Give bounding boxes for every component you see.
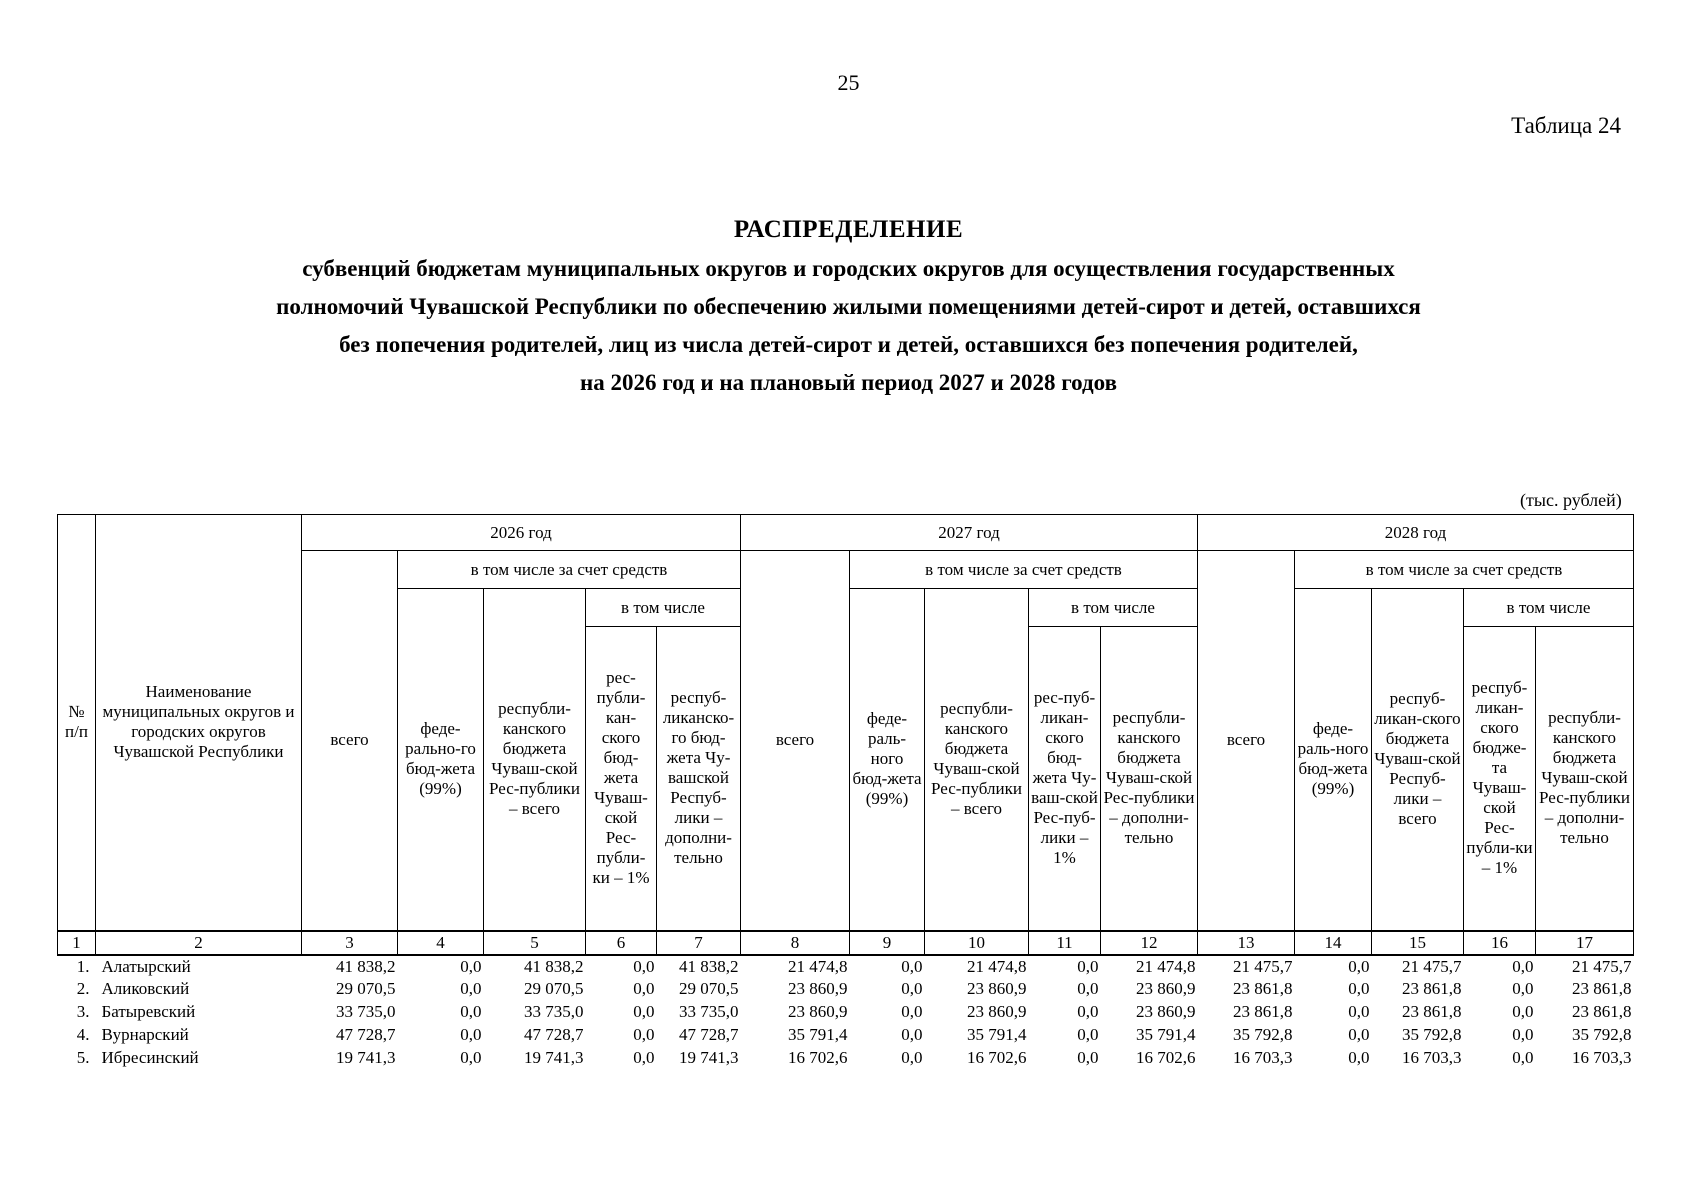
header-col-name: Наименование муниципальных округов и городских округов Чувашской Республики xyxy=(96,515,302,931)
value-cell: 21 475,7 xyxy=(1572,956,1632,976)
value-cell: 0,0 xyxy=(1348,1048,1370,1067)
value-cell: 29 070,5 xyxy=(524,979,584,998)
header-2027-republic-extra: республи-канского бюджета Чуваш-ской Рес-публики – дополни-тельно xyxy=(1101,627,1198,931)
value-cell: 0,0 xyxy=(1512,1025,1534,1044)
column-number: 11 xyxy=(1029,931,1101,955)
column-number: 15 xyxy=(1372,931,1464,955)
value-cell: 0,0 xyxy=(1512,1002,1534,1021)
value-cell: 0,0 xyxy=(1348,979,1370,998)
table-label: Таблица 24 xyxy=(1511,113,1621,138)
value-cell: 29 070,5 xyxy=(336,979,396,998)
value-cell: 23 860,9 xyxy=(967,1002,1027,1021)
header-2027-republic-1pct: рес-пуб-ликан-ского бюд-жета Чу-ваш-ской Рес-пуб-лики – 1% xyxy=(1029,627,1101,931)
value-cell: 0,0 xyxy=(460,956,482,976)
value-cell: 0,0 xyxy=(1512,979,1534,998)
value-cell: 21 475,7 xyxy=(1233,956,1293,976)
value-cell: 23 861,8 xyxy=(1572,1002,1632,1021)
value-cell: 0,0 xyxy=(1077,1048,1099,1067)
column-number: 2 xyxy=(96,931,302,955)
header-2028-republic-total: респуб-ликан-ского бюджета Чуваш-ской Респуб-лики – всего xyxy=(1372,589,1464,931)
value-cell: 41 838,2 xyxy=(524,956,584,976)
column-number: 1 xyxy=(58,931,96,955)
table-row xyxy=(58,955,1634,978)
table-header xyxy=(58,515,1634,955)
value-cell: 33 735,0 xyxy=(679,1002,739,1021)
table-row xyxy=(58,1001,1634,1024)
value-cell: 0,0 xyxy=(1077,979,1099,998)
table-body xyxy=(58,955,1634,1070)
value-cell: 0,0 xyxy=(633,979,655,998)
title-line-4: на 2026 год и на плановый период 2027 и 2028 годов xyxy=(580,370,1117,395)
value-cell: 23 860,9 xyxy=(1136,979,1196,998)
document-title xyxy=(0,210,1697,402)
value-cell: 19 741,3 xyxy=(679,1048,739,1067)
value-cell: 47 728,7 xyxy=(524,1025,584,1044)
header-year-2027: 2027 год xyxy=(741,515,1198,551)
value-cell: 0,0 xyxy=(1348,1002,1370,1021)
header-2026-republic-1pct: рес-публи-кан-ского бюд-жета Чуваш-ской Рес-публи-ки – 1% xyxy=(586,627,657,931)
row-number: 2. xyxy=(76,979,90,998)
header-2026-total: всего xyxy=(302,551,398,931)
header-2027-total: всего xyxy=(741,551,850,931)
value-cell: 35 791,4 xyxy=(967,1025,1027,1044)
value-cell: 41 838,2 xyxy=(336,956,396,976)
row-number: 5. xyxy=(76,1048,90,1067)
header-2026-federal: феде-рально-го бюд-жета (99%) xyxy=(398,589,484,931)
value-cell: 23 860,9 xyxy=(788,979,848,998)
value-cell: 0,0 xyxy=(1512,1048,1534,1067)
value-cell: 19 741,3 xyxy=(524,1048,584,1067)
value-cell: 0,0 xyxy=(1077,1025,1099,1044)
value-cell: 0,0 xyxy=(460,1002,482,1021)
value-cell: 0,0 xyxy=(901,1002,923,1021)
district-name: Вурнарский xyxy=(101,1025,189,1044)
value-cell: 0,0 xyxy=(901,956,923,976)
value-cell: 0,0 xyxy=(1077,956,1099,976)
value-cell: 0,0 xyxy=(633,956,655,976)
column-number: 10 xyxy=(925,931,1029,955)
district-name: Аликовский xyxy=(101,979,190,998)
header-col-no: № п/п xyxy=(58,515,96,931)
value-cell: 0,0 xyxy=(460,1048,482,1067)
district-name: Ибресинский xyxy=(101,1048,199,1067)
header-2026-incl: в том числе xyxy=(586,589,741,627)
column-number: 7 xyxy=(657,931,741,955)
column-number: 4 xyxy=(398,931,484,955)
value-cell: 35 792,8 xyxy=(1572,1025,1632,1044)
header-year-2028: 2028 год xyxy=(1198,515,1634,551)
row-number: 4. xyxy=(76,1025,90,1044)
header-2027-federal: феде-раль-ного бюд-жета (99%) xyxy=(850,589,925,931)
value-cell: 21 475,7 xyxy=(1402,956,1462,976)
column-number: 6 xyxy=(586,931,657,955)
value-cell: 35 791,4 xyxy=(788,1025,848,1044)
header-2027-incl: в том числе xyxy=(1029,589,1198,627)
distribution-table xyxy=(57,514,1634,1070)
value-cell: 0,0 xyxy=(901,1048,923,1067)
value-cell: 23 860,9 xyxy=(967,979,1027,998)
column-number: 17 xyxy=(1536,931,1634,955)
header-2028-incl-funds: в том числе за счет средств xyxy=(1295,551,1634,589)
column-number-row xyxy=(58,931,1634,955)
value-cell: 0,0 xyxy=(901,979,923,998)
value-cell: 16 702,6 xyxy=(967,1048,1027,1067)
header-2026-republic-extra: респуб-ликанско-го бюд-жета Чу-вашской Респуб-лики – дополни-тельно xyxy=(657,627,741,931)
row-number: 1. xyxy=(76,956,90,976)
value-cell: 23 861,8 xyxy=(1233,979,1293,998)
table-row xyxy=(58,1047,1634,1070)
value-cell: 19 741,3 xyxy=(336,1048,396,1067)
value-cell: 16 703,3 xyxy=(1572,1048,1632,1067)
value-cell: 35 791,4 xyxy=(1136,1025,1196,1044)
header-2026-incl-funds: в том числе за счет средств xyxy=(398,551,741,589)
value-cell: 47 728,7 xyxy=(679,1025,739,1044)
column-number: 14 xyxy=(1295,931,1372,955)
header-2028-total: всего xyxy=(1198,551,1295,931)
value-cell: 23 861,8 xyxy=(1233,1002,1293,1021)
column-number: 12 xyxy=(1101,931,1198,955)
title-line-2: полномочий Чувашской Республики по обеспечению жилыми помещениями детей-сирот и детей, оставшихся xyxy=(276,294,1421,319)
title-main: РАСПРЕДЕЛЕНИЕ xyxy=(733,216,964,243)
value-cell: 16 703,3 xyxy=(1233,1048,1293,1067)
value-cell: 0,0 xyxy=(633,1025,655,1044)
value-cell: 21 474,8 xyxy=(1136,956,1196,976)
units-label: (тыс. рублей) xyxy=(1520,490,1622,510)
header-2026-republic-total: республи-канского бюджета Чуваш-ской Рес-публики – всего xyxy=(484,589,586,931)
value-cell: 21 474,8 xyxy=(967,956,1027,976)
header-year-2026: 2026 год xyxy=(302,515,741,551)
value-cell: 0,0 xyxy=(1077,1002,1099,1021)
value-cell: 33 735,0 xyxy=(524,1002,584,1021)
value-cell: 16 702,6 xyxy=(1136,1048,1196,1067)
column-number: 9 xyxy=(850,931,925,955)
column-number: 16 xyxy=(1464,931,1536,955)
header-2028-federal: феде-раль-ного бюд-жета (99%) xyxy=(1295,589,1372,931)
value-cell: 33 735,0 xyxy=(336,1002,396,1021)
page-number: 25 xyxy=(837,70,860,95)
value-cell: 41 838,2 xyxy=(679,956,739,976)
value-cell: 23 861,8 xyxy=(1402,1002,1462,1021)
value-cell: 0,0 xyxy=(901,1025,923,1044)
value-cell: 0,0 xyxy=(460,1025,482,1044)
value-cell: 0,0 xyxy=(1512,956,1534,976)
table-row xyxy=(58,1024,1634,1047)
title-line-1: субвенций бюджетам муниципальных округов и городских округов для осуществления государственных xyxy=(302,256,1395,281)
value-cell: 35 792,8 xyxy=(1233,1025,1293,1044)
value-cell: 35 792,8 xyxy=(1402,1025,1462,1044)
row-number: 3. xyxy=(76,1002,90,1021)
column-number: 5 xyxy=(484,931,586,955)
value-cell: 16 703,3 xyxy=(1402,1048,1462,1067)
column-number: 8 xyxy=(741,931,850,955)
value-cell: 0,0 xyxy=(1348,956,1370,976)
value-cell: 23 861,8 xyxy=(1572,979,1632,998)
value-cell: 47 728,7 xyxy=(336,1025,396,1044)
value-cell: 0,0 xyxy=(460,979,482,998)
value-cell: 0,0 xyxy=(1348,1025,1370,1044)
header-2027-incl-funds: в том числе за счет средств xyxy=(850,551,1198,589)
header-2027-republic-total: республи-канского бюджета Чуваш-ской Рес-публики – всего xyxy=(925,589,1029,931)
header-2028-incl: в том числе xyxy=(1464,589,1634,627)
value-cell: 16 702,6 xyxy=(788,1048,848,1067)
district-name: Батыревский xyxy=(101,1002,196,1021)
value-cell: 21 474,8 xyxy=(788,956,848,976)
title-line-3: без попечения родителей, лиц из числа детей-сирот и детей, оставшихся без попечения родителей, xyxy=(339,332,1358,357)
table-row xyxy=(58,978,1634,1001)
value-cell: 23 861,8 xyxy=(1402,979,1462,998)
column-number: 3 xyxy=(302,931,398,955)
column-number: 13 xyxy=(1198,931,1295,955)
district-name: Алатырский xyxy=(101,956,191,976)
header-2028-republic-1pct: респуб-ликан-ского бюдже-та Чуваш-ской Рес-публи-ки – 1% xyxy=(1464,627,1536,931)
value-cell: 23 860,9 xyxy=(1136,1002,1196,1021)
value-cell: 23 860,9 xyxy=(788,1002,848,1021)
value-cell: 0,0 xyxy=(633,1002,655,1021)
value-cell: 29 070,5 xyxy=(679,979,739,998)
value-cell: 0,0 xyxy=(633,1048,655,1067)
header-2028-republic-extra: республи-канского бюджета Чуваш-ской Рес-публики – дополни-тельно xyxy=(1536,627,1634,931)
